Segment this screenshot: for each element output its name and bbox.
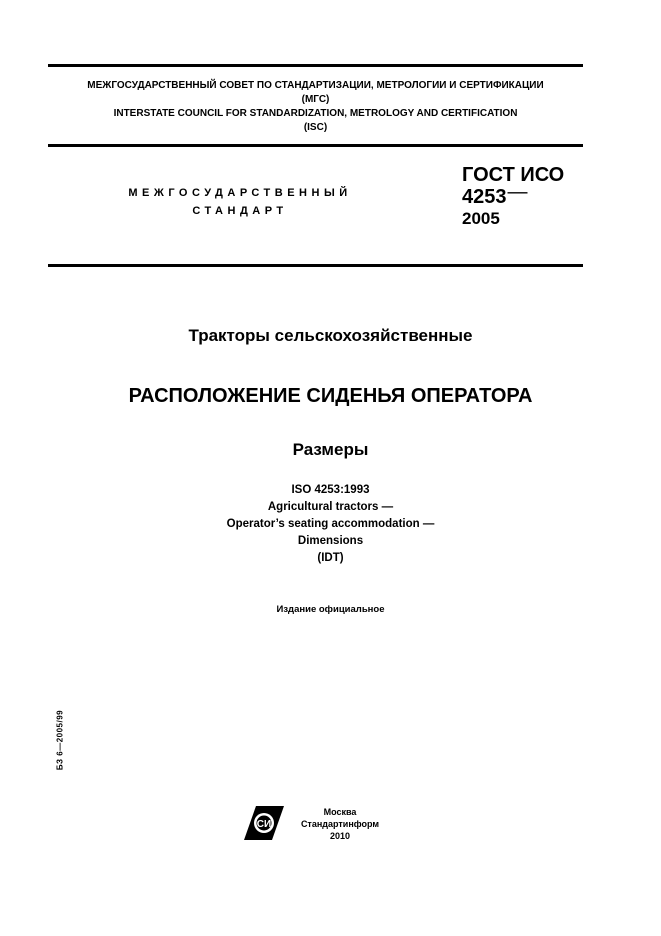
side-note: БЗ 6—2005/99 bbox=[55, 709, 65, 771]
publisher-name: Стандартинформ bbox=[300, 819, 380, 829]
council-abbr-en: (ISC) bbox=[303, 122, 328, 133]
publisher-logo-graphic bbox=[244, 806, 284, 840]
standard-type-line1: МЕЖГОСУДАРСТВЕННЫЙ bbox=[128, 187, 352, 199]
designation-line1: ГОСТ ИСО bbox=[462, 164, 565, 186]
standard-type-line2: СТАНДАРТ bbox=[192, 205, 288, 217]
council-name-en: INTERSTATE COUNCIL FOR STANDARDIZATION, METROLOGY AND CERTIFICATION bbox=[113, 108, 518, 119]
council-abbr-ru: (МГС) bbox=[301, 94, 330, 105]
header-rule bbox=[48, 144, 583, 147]
designation-year: 2005 bbox=[462, 209, 500, 228]
designation-rule bbox=[48, 264, 583, 267]
designation-number: 4253 bbox=[462, 186, 507, 208]
iso-title-line2: Operator’s seating accommodation — bbox=[226, 518, 435, 530]
edition-note: Издание официальное bbox=[276, 604, 385, 615]
publisher-logo-icon bbox=[244, 806, 284, 840]
publisher-year: 2010 bbox=[329, 831, 351, 841]
title-part: Размеры bbox=[292, 440, 369, 459]
publisher-city: Москва bbox=[323, 807, 357, 817]
publisher-logo-text: СИ bbox=[256, 819, 272, 830]
designation-dash: — bbox=[507, 181, 528, 203]
title-subject: Тракторы сельскохозяйственные bbox=[188, 326, 473, 345]
iso-reference: ISO 4253:1993 bbox=[291, 484, 370, 496]
iso-title-line1: Agricultural tractors — bbox=[267, 501, 394, 513]
council-name-ru: МЕЖГОСУДАРСТВЕННЫЙ СОВЕТ ПО СТАНДАРТИЗАЦИИ, МЕТРОЛОГИИ И СЕРТИФИКАЦИИ bbox=[87, 80, 544, 91]
standard-designation bbox=[462, 164, 564, 230]
top-rule bbox=[48, 64, 583, 67]
iso-title-line3: Dimensions bbox=[297, 535, 364, 547]
title-main: РАСПОЛОЖЕНИЕ СИДЕНЬЯ ОПЕРАТОРА bbox=[128, 385, 533, 407]
iso-equivalence: (IDT) bbox=[317, 552, 344, 564]
designation-line2 bbox=[462, 181, 564, 208]
